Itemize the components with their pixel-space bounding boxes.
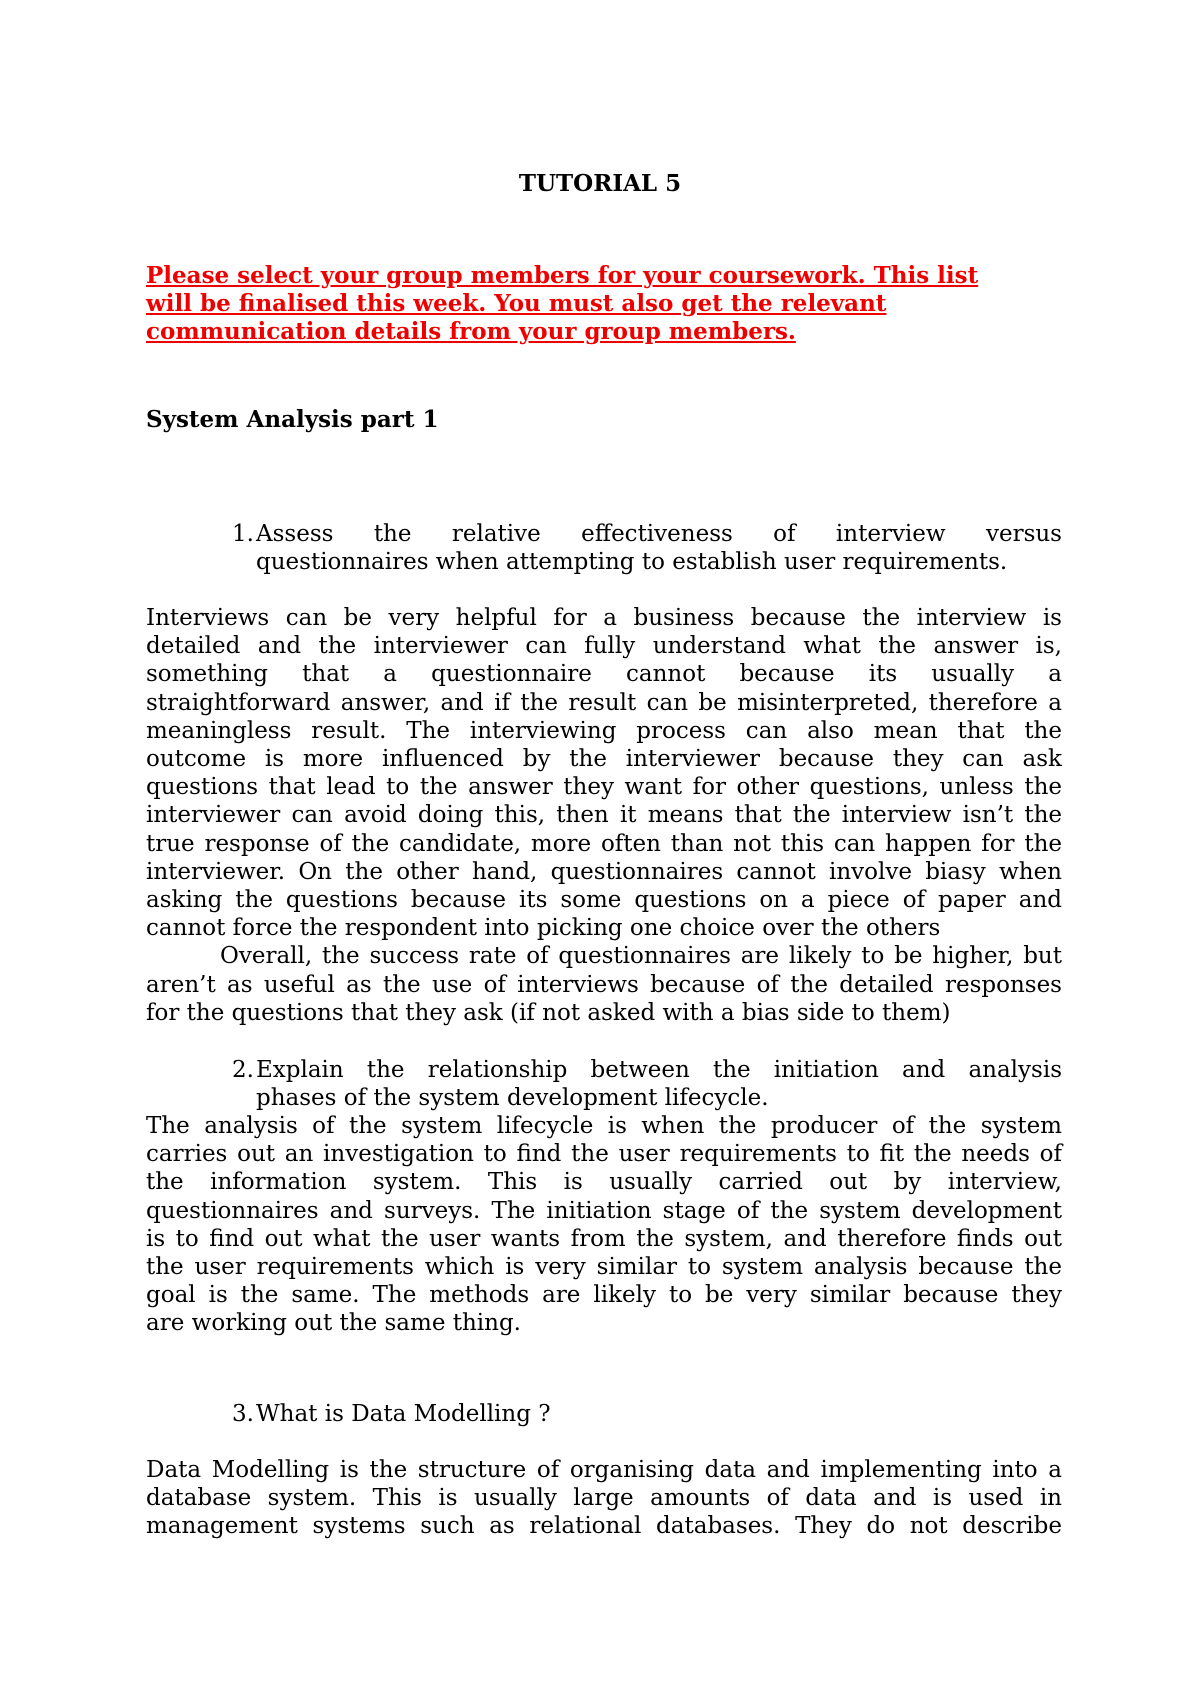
answer-line: the information system. This is usually carried out by interview, xyxy=(146,1169,1062,1196)
answer-line: true response of the candidate, more often than not this can happen for the xyxy=(146,830,1062,857)
question-text xyxy=(256,520,1062,576)
question-number: 3. xyxy=(232,1401,254,1427)
question-number: 1. xyxy=(232,521,254,547)
notice-line: communication details from your group members. xyxy=(146,318,796,345)
question-text xyxy=(256,1400,1062,1428)
answer-line: questions that lead to the answer they want for other questions, unless the xyxy=(146,774,1062,801)
answer-2 xyxy=(146,1112,1062,1338)
answer-line: something that a questionnaire cannot because its usually a xyxy=(146,661,1062,688)
question-text xyxy=(256,1056,1062,1112)
answer-line: management systems such as relational databases. They do not describe xyxy=(146,1513,1062,1540)
answer-line: outcome is more influenced by the interviewer because they can ask xyxy=(146,746,1062,773)
question-2 xyxy=(146,1056,1062,1112)
answer-line: interviewer. On the other hand, questionnaires cannot involve biasy when xyxy=(146,858,1062,885)
answer-line: asking the questions because its some questions on a piece of paper and xyxy=(146,887,1062,914)
question-line: Explain the relationship between the initiation and analysis xyxy=(256,1057,1062,1083)
section-title: System Analysis part 1 xyxy=(146,406,439,433)
answer-line: Interviews can be very helpful for a business because the interview is xyxy=(146,605,1062,631)
answer-line: goal is the same. The methods are likely to be very similar because they xyxy=(146,1282,1062,1309)
question-1 xyxy=(146,520,1062,576)
answer-line: cannot force the respondent into picking one choice over the others xyxy=(146,915,941,942)
group-notice xyxy=(146,262,1046,346)
answer-line: meaningless result. The interviewing process can also mean that the xyxy=(146,717,1062,744)
answer-1 xyxy=(146,604,1062,1027)
answer-line: straightforward answer, and if the result can be misinterpreted, therefore a xyxy=(146,689,1062,716)
answer-line: for the questions that they ask (if not asked with a bias side to them) xyxy=(146,999,951,1026)
answer-line: the user requirements which is very similar to system analysis because the xyxy=(146,1254,1062,1281)
page-title: TUTORIAL 5 xyxy=(518,170,682,197)
answer-line: Data Modelling is the structure of organising data and implementing into a xyxy=(146,1457,1062,1483)
question-number: 2. xyxy=(232,1057,254,1083)
question-3 xyxy=(146,1400,1062,1428)
question-line: questionnaires when attempting to establish user requirements. xyxy=(256,549,1008,576)
answer-line: are working out the same thing. xyxy=(146,1310,521,1337)
answer-line: The analysis of the system lifecycle is when the producer of the system xyxy=(146,1113,1062,1139)
answer-line: Overall, the success rate of questionnaires are likely to be higher, but xyxy=(220,943,1062,970)
answer-line: is to find out what the user wants from the system, and therefore finds out xyxy=(146,1225,1062,1252)
answer-line: database system. This is usually large amounts of data and is used in xyxy=(146,1485,1062,1512)
question-line: phases of the system development lifecycle. xyxy=(256,1085,769,1112)
answer-line: interviewer can avoid doing this, then it means that the interview isn’t the xyxy=(146,802,1062,829)
answer-line: questionnaires and surveys. The initiation stage of the system development xyxy=(146,1197,1062,1224)
notice-line: Please select your group members for your coursework. This list xyxy=(146,262,979,289)
question-line: Assess the relative effectiveness of interview versus xyxy=(256,521,1062,547)
answer-line: carries out an investigation to find the user requirements to fit the needs of xyxy=(146,1141,1062,1168)
answer-line: detailed and the interviewer can fully understand what the answer is, xyxy=(146,633,1062,660)
question-line: What is Data Modelling ? xyxy=(256,1401,551,1427)
answer-3 xyxy=(146,1456,1062,1541)
answer-line: aren’t as useful as the use of interviews because of the detailed responses xyxy=(146,971,1062,998)
notice-line: will be finalised this week. You must also get the relevant xyxy=(146,290,887,317)
